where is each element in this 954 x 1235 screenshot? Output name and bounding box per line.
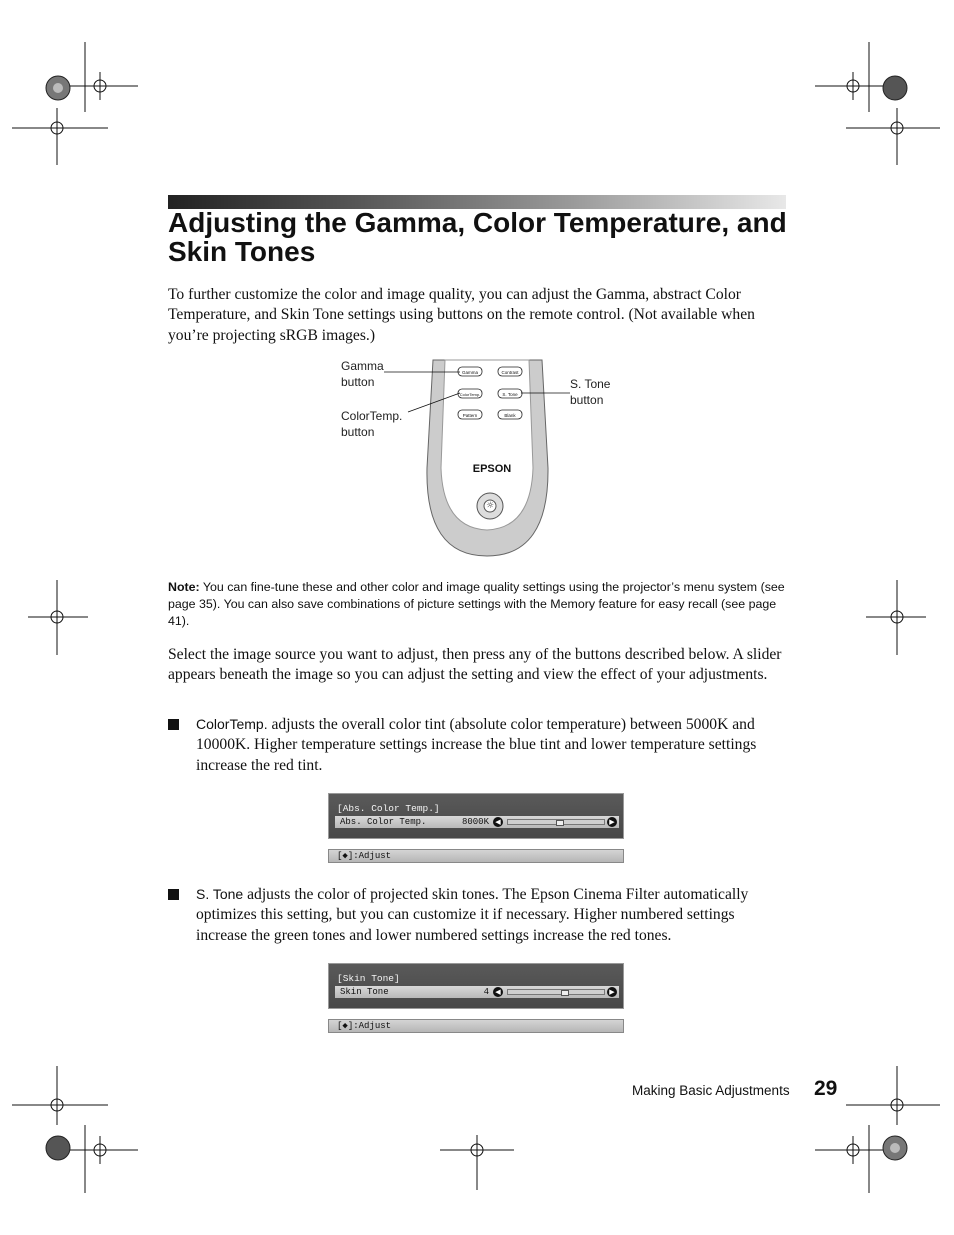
osd-hint: [◆]:Adjust (337, 851, 392, 861)
remote-button-blank: Blank (504, 413, 516, 418)
osd-row-label: Abs. Color Temp. (340, 817, 427, 827)
stone-button-label: S. Tone button (570, 377, 611, 407)
note-label: Note: (168, 580, 200, 594)
gamma-button-label: Gamma button (341, 359, 384, 389)
osd-header: [Abs. Color Temp.] (337, 803, 440, 814)
osd-value: 4 (483, 987, 489, 997)
left-arrow-icon: ◀ (493, 987, 503, 997)
bullet-term: ColorTemp. (196, 716, 268, 732)
page-number: 29 (814, 1077, 838, 1100)
page-footer (630, 1077, 842, 1103)
footer-section-name: Making Basic Adjustments (632, 1083, 790, 1098)
right-arrow-icon: ▶ (607, 817, 617, 827)
colortemp-button-label: ColorTemp. button (341, 409, 403, 439)
page-title: Adjusting the Gamma, Color Temperature, and Skin Tones (168, 207, 787, 267)
osd-row-label: Skin Tone (340, 987, 389, 997)
remote-button-gamma: Gamma (461, 370, 478, 375)
left-arrow-icon: ◀ (493, 817, 503, 827)
osd-hint: [◆]:Adjust (337, 1021, 392, 1031)
remote-button-contrast: Contrast (501, 370, 519, 375)
remote-button-colortemp: ColorTemp. (459, 392, 481, 397)
bullet-term: S. Tone (196, 886, 244, 902)
callout-lines (380, 360, 580, 420)
bullet-square-icon (168, 719, 179, 730)
osd-slider-track (507, 989, 605, 995)
sun-icon: ☼ (485, 501, 495, 511)
remote-button-stone: S. Tone (502, 392, 518, 397)
note-paragraph (168, 579, 788, 630)
bullet-square-icon (168, 889, 179, 900)
note-text: You can fine-tune these and other color and image quality settings using the projector’s menu system (see page 35). You can also save combinations of picture settings with the Memory feature for easy recall (see page 41). (168, 580, 785, 628)
osd-value: 8000K (461, 817, 489, 827)
osd-header: [Skin Tone] (337, 973, 400, 984)
right-arrow-icon: ▶ (607, 987, 617, 997)
remote-brand-logo: EPSON (472, 463, 512, 475)
osd-slider-knob (556, 820, 564, 826)
bullet-text: adjusts the color of projected skin tones. The Epson Cinema Filter automatically optimizes this setting, but you can customize it if necessary. Higher numbered settings increase the green tones and lower numbered settings increase the red tones. (196, 886, 749, 944)
osd-slider-track (507, 819, 605, 825)
bullet-text: adjusts the overall color tint (absolute color temperature) between 5000K and 10000K. Higher temperature settings increase the blue tint and lower temperature settings increase the red tint. (196, 716, 757, 774)
remote-button-pattern: Pattern (462, 413, 478, 418)
osd-slider-knob (561, 990, 569, 996)
intro-paragraph: To further customize the color and image quality, you can adjust the Gamma, abstract Color Temperature, and Skin Tone settings using buttons on the remote control. (Not available when you’re projecting sRGB images.) (168, 286, 755, 344)
select-paragraph: Select the image source you want to adjust, then press any of the buttons described below. A slider appears beneath the image so you can adjust the setting and view the effect of your adjustments. (168, 646, 782, 684)
